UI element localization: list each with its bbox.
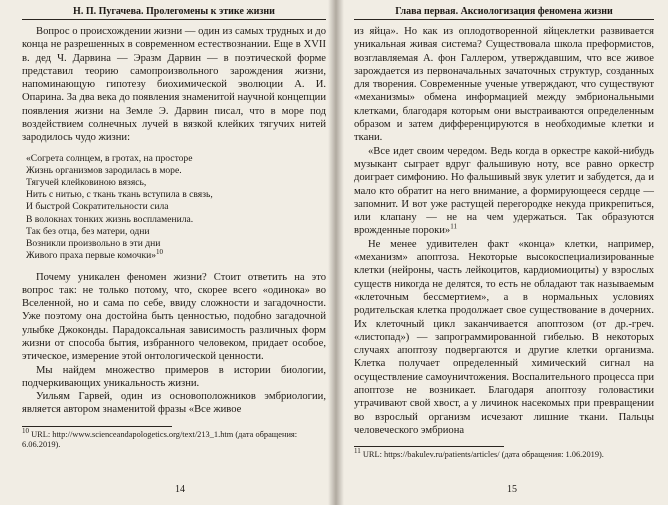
paragraph: из яйца». Но как из оплодотворенной яйцеклетки развивается уникальная живая система? Существовала школа преформистов, возглавляемая А. фон Галлером, утверждавшим, что все живое зарождается из первоначальных зачаточных структур, созданных для творения. Современные ученые утверждают, что существуют «механизмы» обмена информацией между эмбриональными клетками, благодаря которым они выстраиваются определенным образом и затем дифференцируются в необходимые клетки и ткани.	[354, 26, 654, 144]
right-running-head: Глава первая. Аксиологизация феномена жизни	[354, 6, 654, 20]
paragraph: Почему уникален феномен жизни? Стоит ответить на это вопрос так: не только потому, что, скорее всего «одинока» во Вселенной, но и сама по себе, ввиду сложности и загадочности. Уже поэтому она достойна быть ценностью, подобно загадочной улыбке Джоконды. Парадоксальная зависимость различных форм жизни от способа бытия, избранного человеком, придает особое, этическое, измерение этой онтологической ценности.	[22, 271, 326, 363]
left-running-head: Н. П. Пугачева. Пролегомены к этике жизни	[22, 6, 326, 20]
footnote-text: URL: http://www.scienceandapologetics.org/text/213_1.htm (дата обращения: 6.06.2019).	[22, 429, 298, 450]
paragraph: Вопрос о происхождении жизни — один из самых трудных и до конца не разрешенных в современном естествознании. Еще в XVII в. дед Ч. Дарвина — Эразм Дарвин — в поэтической форме представил теорию самопроизвольного зарождения жизни, напоминающую гипотезу биохимической эволюции А. И. Опарина. За два века до появления знаменитой научной концепции появления жизни на Земле Э. Дарвин писал, что в море под воздействием солнечных лучей в вязкой клейких тягучих нитей зародилось чудо жизни:	[22, 26, 326, 144]
footnote-rule	[354, 446, 504, 447]
footnote-text: URL: https://bakulev.ru/patients/articles/ (дата обращения: 1.06.2019).	[360, 450, 604, 460]
footnote-number: 11	[354, 447, 361, 456]
page-number: 14	[175, 484, 185, 495]
footnote-ref[interactable]: 11	[450, 222, 457, 231]
poem-line-text: Живого праха первые комочки»	[26, 250, 157, 262]
poem-line: Так без отца, без матери, одни	[26, 225, 150, 237]
poem-line	[26, 250, 326, 262]
right-page	[336, 0, 668, 505]
poem-line: В волокнах тонких жизнь воспламенила.	[26, 213, 194, 225]
poem-line: Возникли произвольно в эти дни	[26, 238, 161, 250]
paragraph: Уильям Гарвей, один из основоположников эмбриологии, является автором знаменитой фразы «Все живое	[22, 391, 326, 416]
paragraph: Не менее удивителен факт «конца» клетки, например, «механизм» апоптоза. Некоторые высокоспециализированные клетки (нейроны, часть лейкоцитов, кардиомиоциты) у взрослых существ никогда не делятся, то есть не обладают так называемым «клеточным бессмертием», а в нормальных условиях родительская клетка продолжает свое существование в дочерних. Их клеточный цикл заканчивается апоптозом (от др.-греч. «листопад») — запрограммированной гибелью. В некоторых случаях апоптозу подвергаются и другие клетки организма. Клетка получает определенный химический сигнал на осуществление самоуничтожения. Воспалительного процесса при апоптозе не возникает. Благодаря апоптозу головастики утрачивают свой хвост, а у личинок насекомых при превращении во взрослый организм исчезают лишние ткани. Пальцы человеческого эмбриона	[354, 238, 654, 436]
footnote-number: 10	[22, 426, 29, 435]
paragraph: Мы найдем множество примеров в истории биологии, подчеркивающих уникальность жизни.	[22, 364, 326, 389]
poem-line: Нить с нитью, с ткань ткань вступила в связь,	[26, 189, 213, 201]
spacer	[22, 145, 326, 153]
poem-quote	[26, 153, 326, 263]
poem-line: «Согрета солнцем, в гротах, на просторе	[26, 152, 193, 164]
page-number: 15	[507, 484, 517, 495]
spacer	[22, 263, 326, 271]
paragraph	[354, 145, 654, 238]
poem-line: Жизнь организмов зародилась в море.	[26, 164, 182, 176]
poem-line: И быстрой Сократительности сила	[26, 201, 169, 213]
footnote-rule	[22, 426, 172, 427]
poem-line: Тягучей клейковиною вязясь,	[26, 177, 147, 189]
footnote	[354, 447, 654, 461]
footnote	[22, 426, 326, 451]
footnote-ref[interactable]: 10	[156, 248, 164, 257]
quote-text: «Все идет своим чередом. Ведь когда в оркестре какой-нибудь музыкант сыграет вдруг фальшивую ноту, все равно оркестр доиграет симфонию. Но фальшивый звук улетит и забудется, да и мало кто обратит на него внимание, а формирующееся сердце — запомнит. И вот уже растущей перегородке некуда прикрепиться, или клапану — не на чем удержаться. Так образуются врожденные пороки»	[354, 145, 654, 237]
